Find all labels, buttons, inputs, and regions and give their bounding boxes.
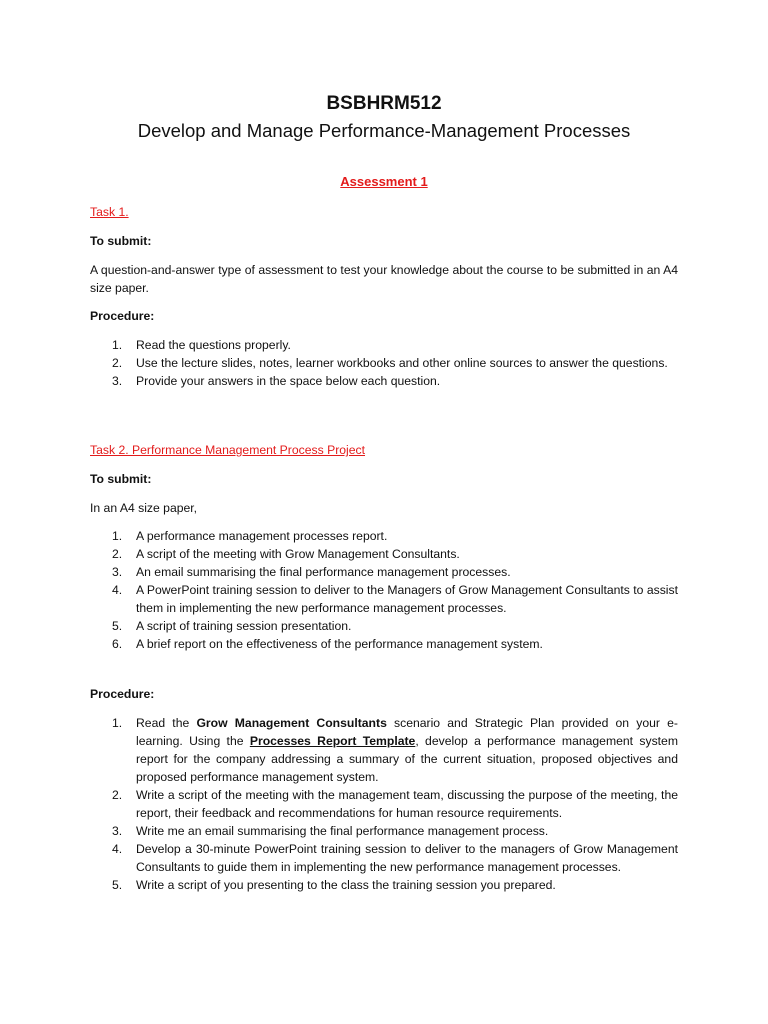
list-item: 5. A script of training session presentation. — [112, 619, 352, 633]
list-item: 2. Use the lecture slides, notes, learner workbooks and other online sources to answer the questions. — [112, 356, 668, 370]
task1-submit-text: A question-and-answer type of assessment to test your knowledge about the course to be submitted in an A4 size paper. — [90, 263, 678, 295]
task2-deliverables-list — [90, 527, 678, 653]
task1-submit-label: To submit: — [90, 234, 152, 248]
task2-heading: Task 2. Performance Management Process Project — [90, 443, 366, 457]
task2-procedure-label: Procedure: — [90, 687, 155, 701]
list-item: 3. Write me an email summarising the final performance management process. — [112, 824, 549, 838]
list-item: 3. An email summarising the final performance management processes. — [112, 565, 511, 579]
task1-procedure-label: Procedure: — [90, 309, 155, 323]
list-item: 6. A brief report on the effectiveness of the performance management system. — [112, 637, 543, 651]
task1-heading: Task 1. — [90, 205, 129, 219]
list-item: 5. Write a script of you presenting to the class the training session you prepared. — [112, 878, 556, 892]
processes-report-template-link[interactable]: Processes Report Template — [249, 734, 416, 748]
list-item: 1. Read the questions properly. — [112, 338, 291, 352]
list-item: 4. Develop a 30-minute PowerPoint training session to deliver to the managers of Grow Management Consultants to guide them in implementing the new performance management processes. — [112, 842, 678, 874]
task2-submit-label: To submit: — [90, 472, 152, 486]
assessment-heading: Assessment 1 — [340, 174, 428, 189]
list-item: 4. A PowerPoint training session to deliver to the Managers of Grow Management Consultants to assist them in implementing the new performance management processes. — [112, 583, 678, 615]
list-item: 2. A script of the meeting with Grow Management Consultants. — [112, 547, 460, 561]
task2-procedure-list — [90, 714, 678, 894]
task2-submit-intro: In an A4 size paper, — [90, 501, 198, 515]
course-title: Develop and Manage Performance-Management Processes — [137, 120, 631, 141]
company-name: Grow Management Consultants — [196, 716, 387, 730]
list-item: 1. A performance management processes report. — [112, 529, 388, 543]
course-code: BSBHRM512 — [326, 93, 442, 114]
list-item: 2. Write a script of the meeting with the management team, discussing the purpose of the meeting, the report, their feedback and recommendations for human resource requirements. — [112, 788, 678, 820]
task1-steps-list — [90, 336, 678, 390]
list-item: 3. Provide your answers in the space below each question. — [112, 374, 441, 388]
list-item: 1. Read the Grow Management Consultants scenario and Strategic Plan provided on your e-learning. Using the Processes Report Template, develop a performance management system report for the company addressing a summary of the current situation, proposed objectives and proposed performance management system. — [112, 716, 678, 784]
